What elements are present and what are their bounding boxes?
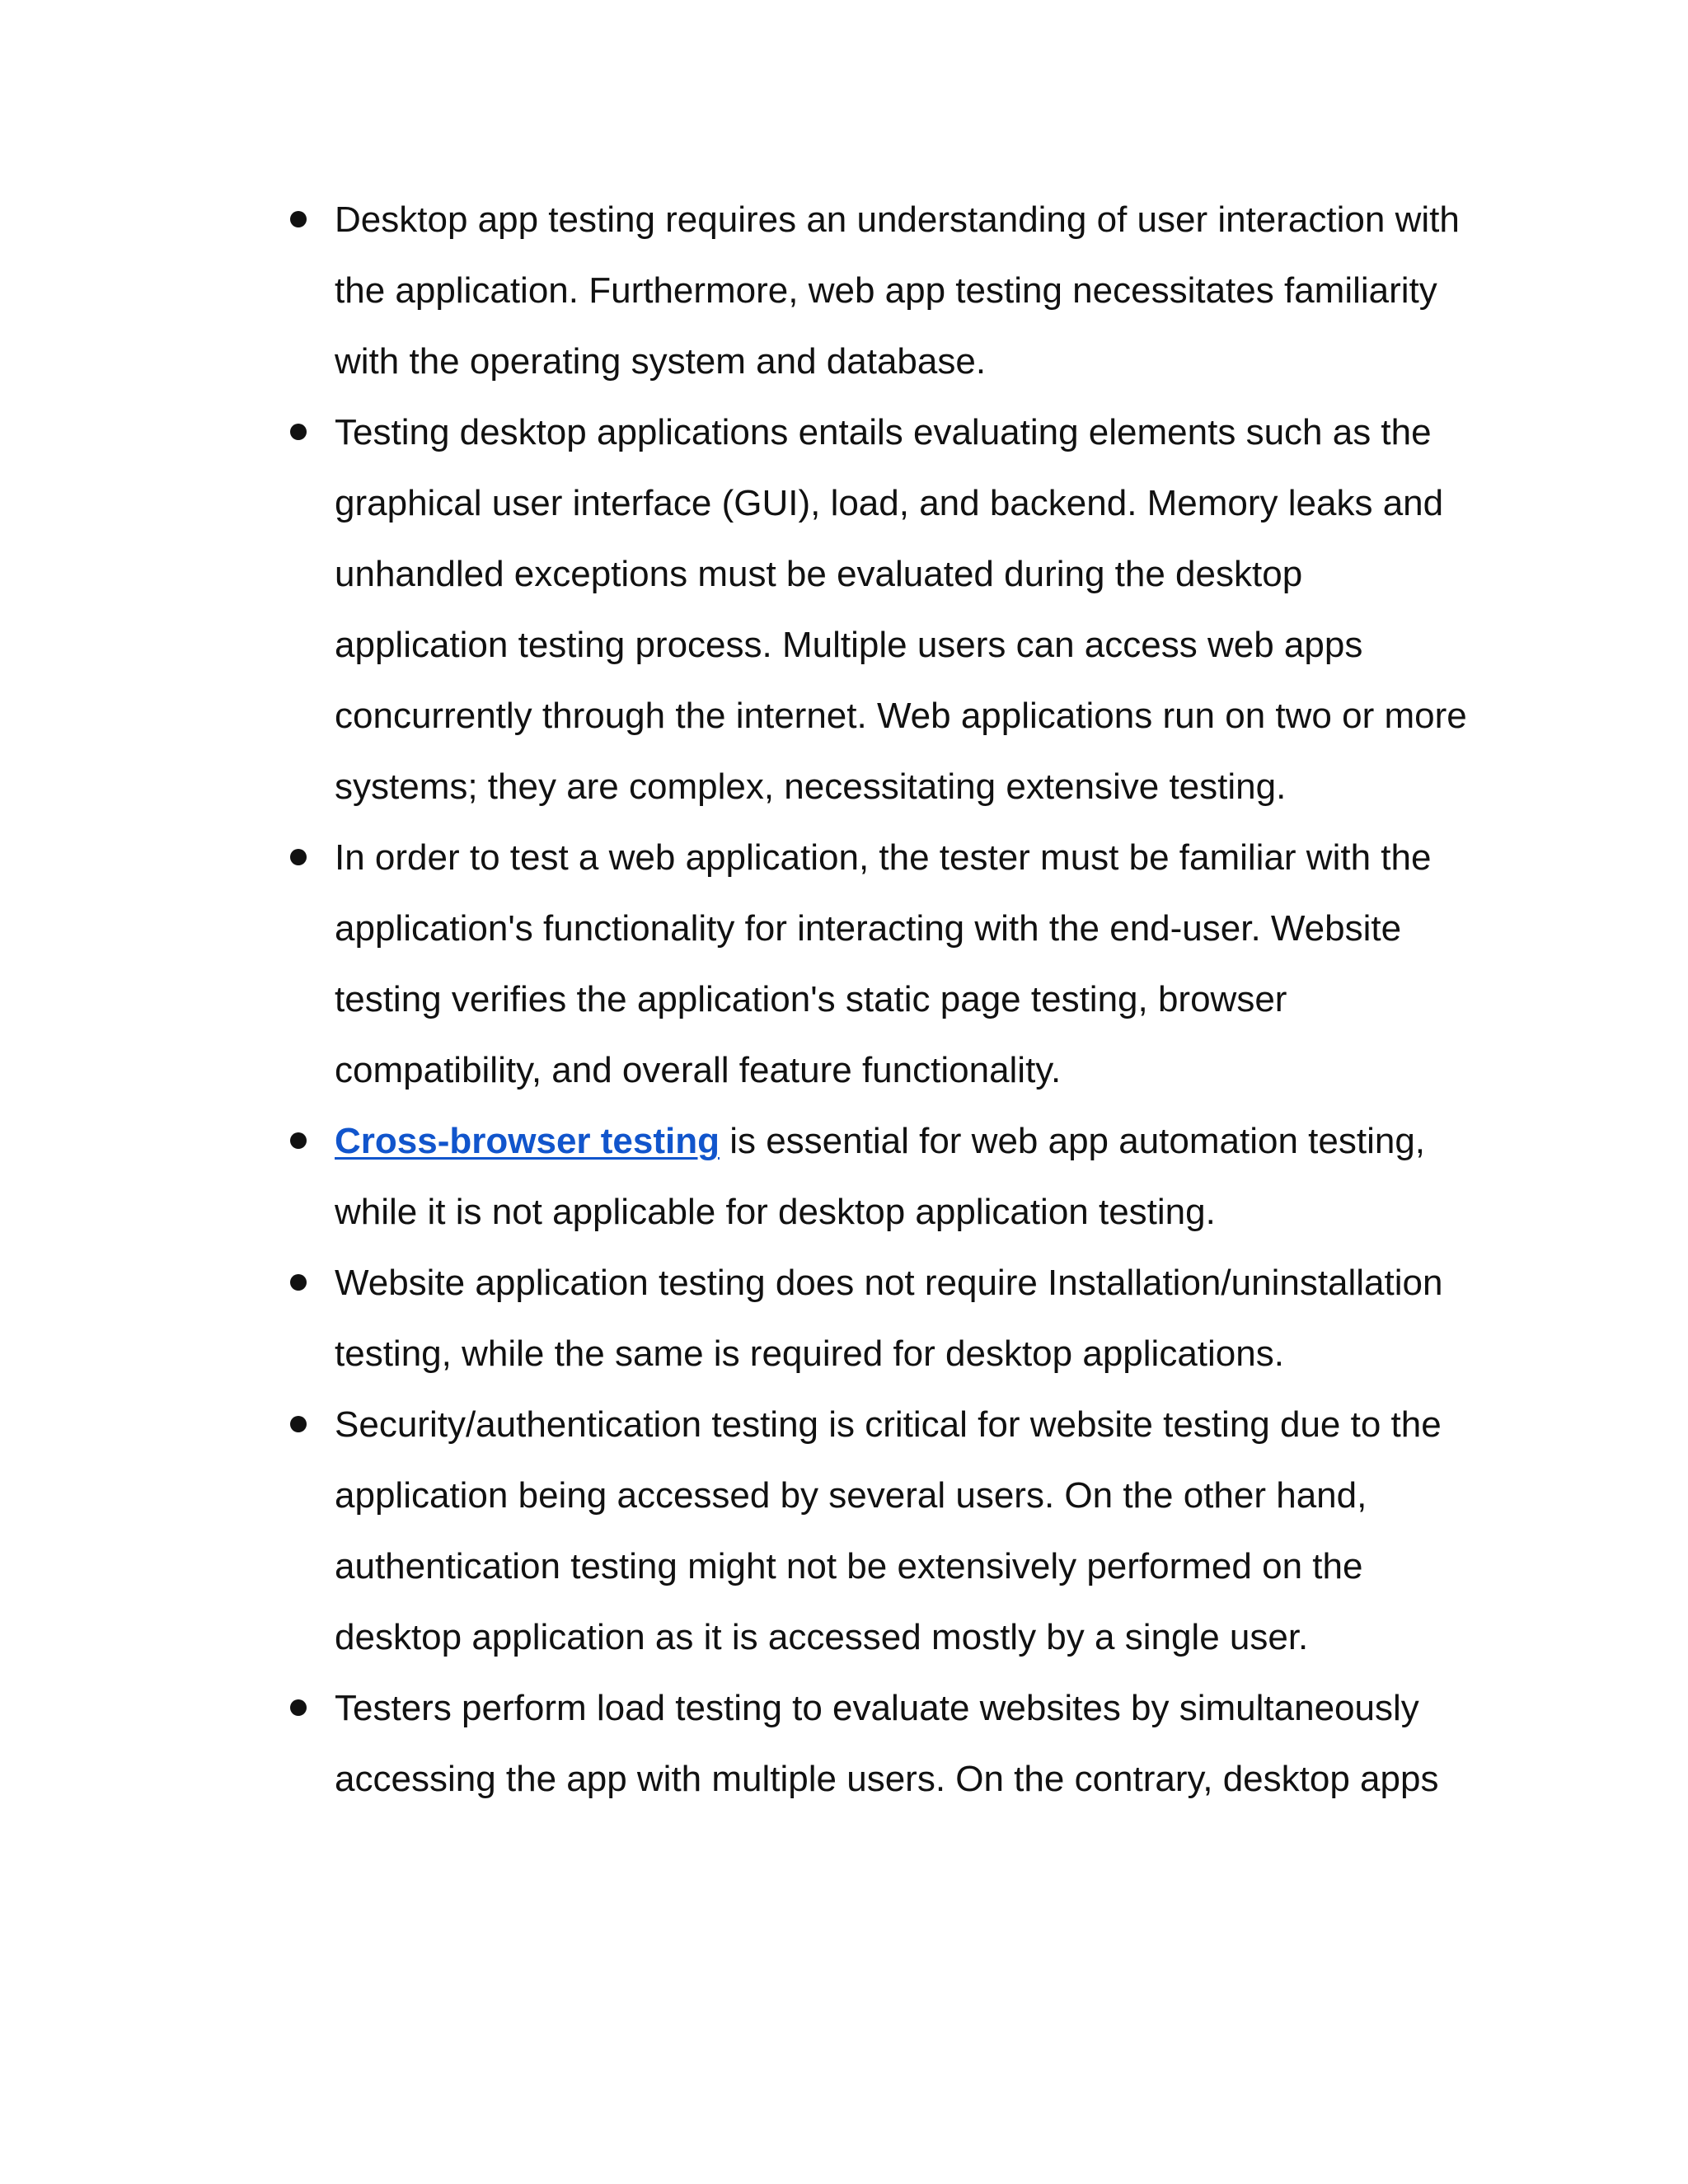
- list-item: [280, 1106, 1467, 1248]
- bullet-icon: [290, 1274, 307, 1291]
- list-item: [280, 1248, 1467, 1390]
- bullet-icon: [290, 424, 307, 440]
- bullet-icon: [290, 849, 307, 865]
- list-item-text: Website application testing does not require Installation/uninstallation testing, while the same is required for desktop applications.: [335, 1263, 1443, 1374]
- bullet-icon: [290, 1416, 307, 1432]
- list-item-text: is essential for web app automation testing, while it is not applicable for desktop application testing.: [335, 1121, 1426, 1232]
- list-item: [280, 397, 1467, 823]
- list-item: [280, 1390, 1467, 1673]
- bullet-icon: [290, 211, 307, 227]
- list-item-text: Desktop app testing requires an understanding of user interaction with the application. Furthermore, web app testing necessitates familiarity with the operating system and database.: [335, 199, 1460, 382]
- list-item-text: In order to test a web application, the tester must be familiar with the application's functionality for interacting with the end-user. Website testing verifies the application's static page testing, browser compatibility, and overall feature functionality.: [335, 837, 1432, 1090]
- list-item: [280, 185, 1467, 397]
- list-item-text: Testing desktop applications entails evaluating elements such as the graphical user interface (GUI), load, and backend. Memory leaks and unhandled exceptions must be evaluated during the desktop application testing process. Multiple users can access web apps concurrently through the internet. Web applications run on two or more systems; they are complex, necessitating extensive testing.: [335, 412, 1467, 807]
- list-item: [280, 1673, 1467, 1815]
- bullet-icon: [290, 1699, 307, 1716]
- cross-browser-testing-link[interactable]: Cross-browser testing: [335, 1121, 720, 1161]
- bullet-icon: [290, 1132, 307, 1149]
- list-item-text: Testers perform load testing to evaluate websites by simultaneously accessing the app with multiple users. On the contrary, desktop apps: [335, 1688, 1439, 1799]
- list-item: [280, 823, 1467, 1106]
- bullet-list: [280, 185, 1467, 1815]
- list-item-text: Security/authentication testing is critical for website testing due to the application being accessed by several users. On the other hand, authentication testing might not be extensively performed on the desktop application as it is accessed mostly by a single user.: [335, 1404, 1442, 1657]
